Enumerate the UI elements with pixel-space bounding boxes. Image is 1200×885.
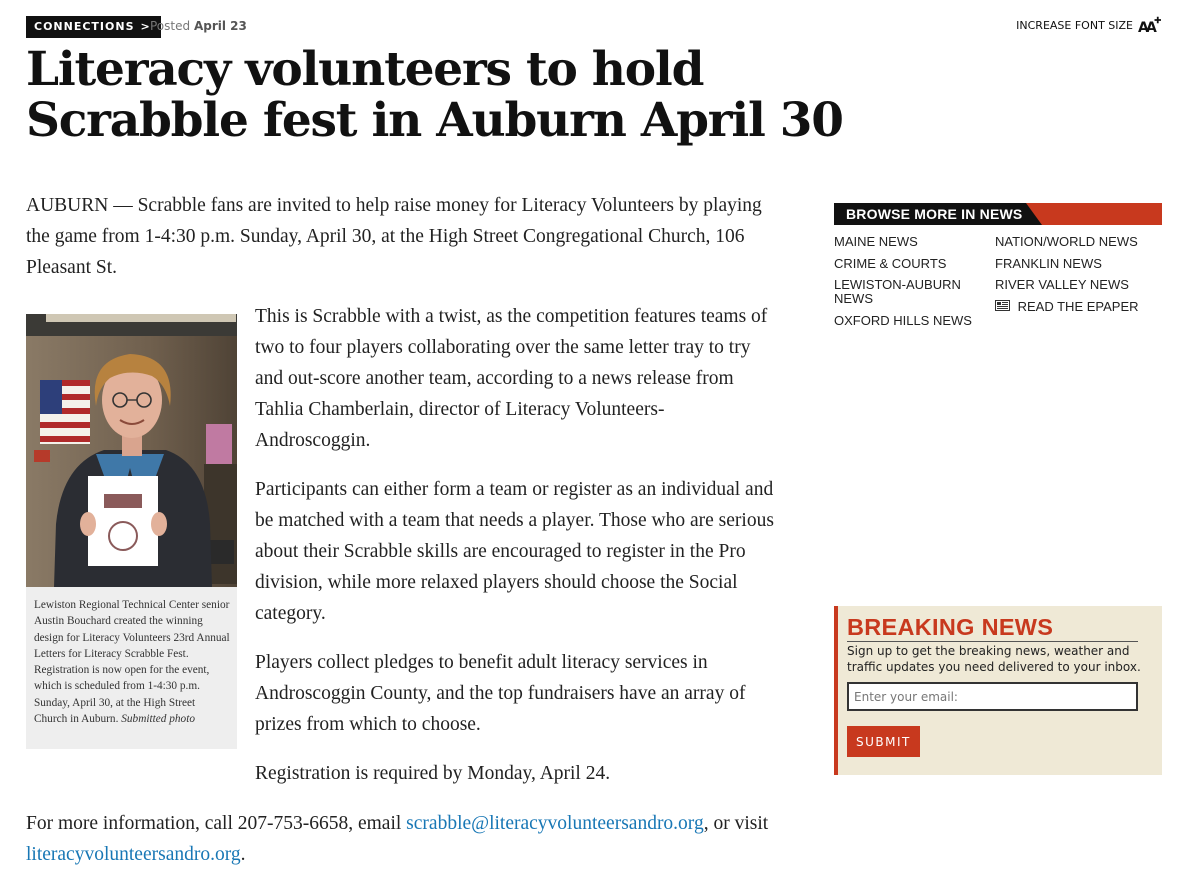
photo-illustration: [26, 314, 237, 587]
contact-text-after: .: [240, 844, 246, 865]
browse-links-left: [834, 235, 984, 335]
browse-link-nation-world-news[interactable]: NATION/WORLD NEWS: [995, 234, 1138, 249]
newspaper-icon: [995, 300, 1010, 311]
article-title: Literacy volunteers to hold Scrabble fest in Auburn April 30: [26, 42, 843, 148]
contact-paragraph: [26, 808, 786, 870]
breaking-news-signup: [834, 606, 1162, 775]
email-input[interactable]: [847, 682, 1138, 711]
article-lead-paragraph: AUBURN — Scrabble fans are invited to help raise money for Literacy Volunteers by playing the game from 1-4:30 p.m. Sunday, April 30, at the High Street Congregational Church, 106 Pleasant St.: [26, 195, 762, 278]
contact-text-before: For more information, call 207-753-6658, email: [26, 813, 407, 834]
caption-credit: Submitted photo: [121, 713, 195, 726]
article-paragraph: This is Scrabble with a twist, as the competition features teams of two to four players collaborating over the same letter tray to try and out-score another team, according to a news release from Tahlia Chamberlain, director of Literacy Volunteers-Androscoggin.: [255, 306, 768, 451]
browse-link-read-the-epaper[interactable]: [995, 300, 1165, 314]
section-tag-label: CONNECTIONS: [34, 20, 135, 33]
contact-text-middle: , or visit: [703, 813, 769, 834]
article-paragraph: Participants can either form a team or register as an individual and be matched with a team that needs a player. Those who are serious about their Scrabble skills are encouraged to register in the Pro division, while more relaxed players should choose the Social category.: [255, 479, 774, 624]
browse-links-right: [995, 235, 1165, 321]
breaking-news-description: Sign up to get the breaking news, weather and traffic updates you need delivered to your inbox.: [847, 644, 1141, 674]
email-link[interactable]: scrabble@literacyvolunteersandro.org: [406, 813, 704, 834]
article-paragraph: Players collect pledges to benefit adult literacy services in Androscoggin County, and the top fundraisers have an array of prizes from which to choose.: [255, 652, 746, 735]
posted-date-value: April 23: [193, 19, 247, 33]
increase-font-size-button[interactable]: [1016, 15, 1162, 35]
posted-label: Posted: [150, 19, 191, 33]
svg-text:A: A: [1138, 20, 1149, 35]
website-link[interactable]: literacyvolunteersandro.org: [26, 844, 241, 865]
svg-text:A: A: [1146, 20, 1157, 35]
breaking-news-title: BREAKING NEWS: [847, 613, 1138, 642]
section-arrow-icon: >: [140, 20, 151, 33]
browse-links: [834, 235, 1162, 335]
flag-icon: [40, 380, 90, 444]
section-tag[interactable]: [26, 16, 161, 38]
submit-button[interactable]: SUBMIT: [847, 726, 920, 757]
article-paragraph: Registration is required by Monday, April 24.: [255, 763, 611, 784]
browse-heading: [834, 203, 1162, 225]
article-photo[interactable]: [26, 314, 237, 587]
browse-title: BROWSE MORE IN NEWS: [846, 206, 1023, 222]
browse-link-river-valley-news[interactable]: RIVER VALLEY NEWS: [995, 277, 1129, 292]
caption-text: Lewiston Regional Technical Center senior Austin Bouchard created the winning design for Literacy Volunteers 23rd Annual Letters for Literacy Scrabble Fest. Registration is now open for the event, which is scheduled from 1-4:30 p.m. Sunday, April 30, at the High Street Church in Auburn.: [34, 599, 230, 726]
posted-date: [150, 19, 247, 33]
browse-link-maine-news[interactable]: MAINE NEWS: [834, 234, 918, 249]
photo-caption: [26, 587, 237, 749]
browse-link-oxford-hills-news[interactable]: OXFORD HILLS NEWS: [834, 312, 972, 328]
browse-link-crime-courts[interactable]: CRIME & COURTS: [834, 255, 947, 271]
article-topbar: [26, 15, 1162, 39]
browse-link-lewiston-auburn-news[interactable]: LEWISTON-AUBURN NEWS: [834, 277, 961, 306]
font-size-icon: [1138, 15, 1162, 35]
browse-more-news: [834, 203, 1162, 335]
epaper-label: READ THE EPAPER: [1017, 298, 1139, 314]
font-size-label: INCREASE FONT SIZE: [1016, 18, 1133, 32]
browse-link-franklin-news[interactable]: FRANKLIN NEWS: [995, 255, 1102, 271]
